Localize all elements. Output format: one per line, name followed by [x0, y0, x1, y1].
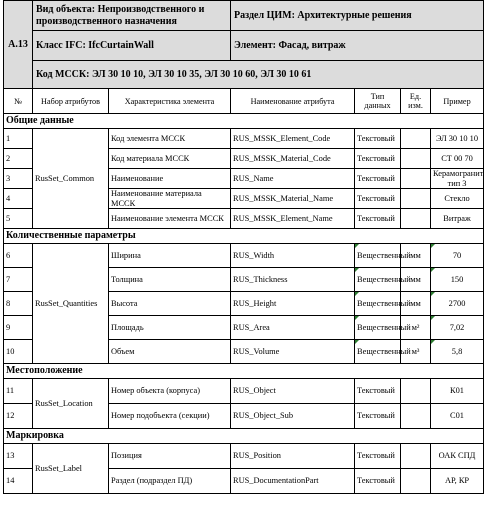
unit-cell [401, 404, 431, 429]
col-example: Пример [431, 89, 484, 114]
example-cell: Керамогранит тип 3 [431, 169, 484, 189]
characteristic-cell: Номер подобъекта (секции) [109, 404, 231, 429]
row-number: 13 [4, 444, 33, 469]
col-attribute-name: Наименование атрибута [231, 89, 355, 114]
characteristic-cell: Наименование [109, 169, 231, 189]
row-number: 10 [4, 340, 33, 364]
data-type-cell: Вещественный [355, 268, 401, 292]
table-row [4, 244, 484, 268]
unit-cell [401, 129, 431, 149]
data-type-cell: Текстовый [355, 469, 401, 494]
unit-cell [401, 169, 431, 189]
unit-cell: мм [401, 292, 431, 316]
data-type-cell: Текстовый [355, 444, 401, 469]
unit-cell [401, 379, 431, 404]
data-type-cell: Вещественный [355, 292, 401, 316]
section-name: Раздел ЦИМ: Архитектурные решения [231, 1, 484, 31]
row-number: 12 [4, 404, 33, 429]
attribute-name-cell: RUS_Position [231, 444, 355, 469]
data-type-cell: Вещественный [355, 244, 401, 268]
row-number: 5 [4, 209, 33, 229]
characteristic-cell: Толщина [109, 268, 231, 292]
element-name: Элемент: Фасад, витраж [231, 31, 484, 61]
characteristic-cell: Высота [109, 292, 231, 316]
characteristic-cell: Наименование материала МССК [109, 189, 231, 209]
unit-cell [401, 189, 431, 209]
row-number: 3 [4, 169, 33, 189]
attribute-name-cell: RUS_MSSK_Element_Code [231, 129, 355, 149]
data-type-cell: Текстовый [355, 149, 401, 169]
attribute-set: RusSet_Location [33, 379, 109, 429]
data-type-cell: Текстовый [355, 189, 401, 209]
example-cell: 7,02 [431, 316, 484, 340]
attribute-set: RusSet_Quantities [33, 244, 109, 364]
characteristic-cell: Раздел (подраздел ПД) [109, 469, 231, 494]
characteristic-cell: Ширина [109, 244, 231, 268]
attribute-set: RusSet_Common [33, 129, 109, 229]
characteristic-cell: Объем [109, 340, 231, 364]
data-type-cell: Вещественный [355, 316, 401, 340]
col-characteristic: Характеристика элемента [109, 89, 231, 114]
col-attribute-set: Набор атрибутов [33, 89, 109, 114]
attribute-name-cell: RUS_DocumentationPart [231, 469, 355, 494]
unit-cell [401, 149, 431, 169]
data-type-cell: Текстовый [355, 379, 401, 404]
example-cell: С01 [431, 404, 484, 429]
section-title: Количественные параметры [4, 229, 484, 244]
object-type: Вид объекта: Непроизводственного и производственного назначения [33, 1, 231, 31]
characteristic-cell: Код элемента МССК [109, 129, 231, 149]
attribute-name-cell: RUS_MSSK_Material_Code [231, 149, 355, 169]
table-row [4, 129, 484, 149]
table-code: А.13 [4, 1, 33, 89]
attribute-set: RusSet_Label [33, 444, 109, 494]
characteristic-cell: Позиция [109, 444, 231, 469]
unit-cell [401, 469, 431, 494]
section-title: Общие данные [4, 114, 484, 129]
example-cell: СТ 00 70 [431, 149, 484, 169]
table-row [4, 444, 484, 469]
attribute-name-cell: RUS_Object_Sub [231, 404, 355, 429]
mssk-code: Код МССК: ЭЛ 30 10 10, ЭЛ 30 10 35, ЭЛ 30 10 60, ЭЛ 30 10 61 [33, 61, 484, 89]
unit-cell: м³ [401, 340, 431, 364]
section-row [4, 114, 484, 129]
data-type-cell: Текстовый [355, 404, 401, 429]
row-number: 6 [4, 244, 33, 268]
example-cell: К01 [431, 379, 484, 404]
section-title: Маркировка [4, 429, 484, 444]
characteristic-cell: Номер объекта (корпуса) [109, 379, 231, 404]
col-unit: Ед. изм. [401, 89, 431, 114]
row-number: 2 [4, 149, 33, 169]
data-type-cell: Текстовый [355, 129, 401, 149]
attribute-name-cell: RUS_Name [231, 169, 355, 189]
unit-cell [401, 444, 431, 469]
col-number: № [4, 89, 33, 114]
row-number: 9 [4, 316, 33, 340]
attribute-name-cell: RUS_Volume [231, 340, 355, 364]
row-number: 7 [4, 268, 33, 292]
section-row [4, 229, 484, 244]
section-row [4, 429, 484, 444]
example-cell: 150 [431, 268, 484, 292]
example-cell: АР, КР [431, 469, 484, 494]
characteristic-cell: Площадь [109, 316, 231, 340]
row-number: 4 [4, 189, 33, 209]
attribute-name-cell: RUS_MSSK_Element_Name [231, 209, 355, 229]
row-number: 1 [4, 129, 33, 149]
data-type-cell: Текстовый [355, 169, 401, 189]
attribute-name-cell: RUS_Thickness [231, 268, 355, 292]
example-cell: ОАК СПД [431, 444, 484, 469]
section-row [4, 364, 484, 379]
col-data-type: Тип данных [355, 89, 401, 114]
unit-cell [401, 209, 431, 229]
unit-cell: мм [401, 268, 431, 292]
section-title: Местоположение [4, 364, 484, 379]
row-number: 11 [4, 379, 33, 404]
data-type-cell: Текстовый [355, 209, 401, 229]
example-cell: 5,8 [431, 340, 484, 364]
example-cell: Витраж [431, 209, 484, 229]
column-header-row [4, 89, 484, 114]
attribute-name-cell: RUS_Area [231, 316, 355, 340]
attribute-name-cell: RUS_Height [231, 292, 355, 316]
attribute-name-cell: RUS_Width [231, 244, 355, 268]
row-number: 14 [4, 469, 33, 494]
attribute-name-cell: RUS_MSSK_Material_Name [231, 189, 355, 209]
attribute-sheet [3, 0, 484, 494]
example-cell: 70 [431, 244, 484, 268]
example-cell: ЭЛ 30 10 10 [431, 129, 484, 149]
example-cell: Стекло [431, 189, 484, 209]
data-type-cell: Вещественный [355, 340, 401, 364]
example-cell: 2700 [431, 292, 484, 316]
attribute-table [3, 0, 484, 494]
characteristic-cell: Наименование элемента МССК [109, 209, 231, 229]
table-row [4, 379, 484, 404]
attribute-name-cell: RUS_Object [231, 379, 355, 404]
characteristic-cell: Код материала МССК [109, 149, 231, 169]
row-number: 8 [4, 292, 33, 316]
unit-cell: мм [401, 244, 431, 268]
unit-cell: м² [401, 316, 431, 340]
ifc-class: Класс IFC: IfcCurtainWall [33, 31, 231, 61]
